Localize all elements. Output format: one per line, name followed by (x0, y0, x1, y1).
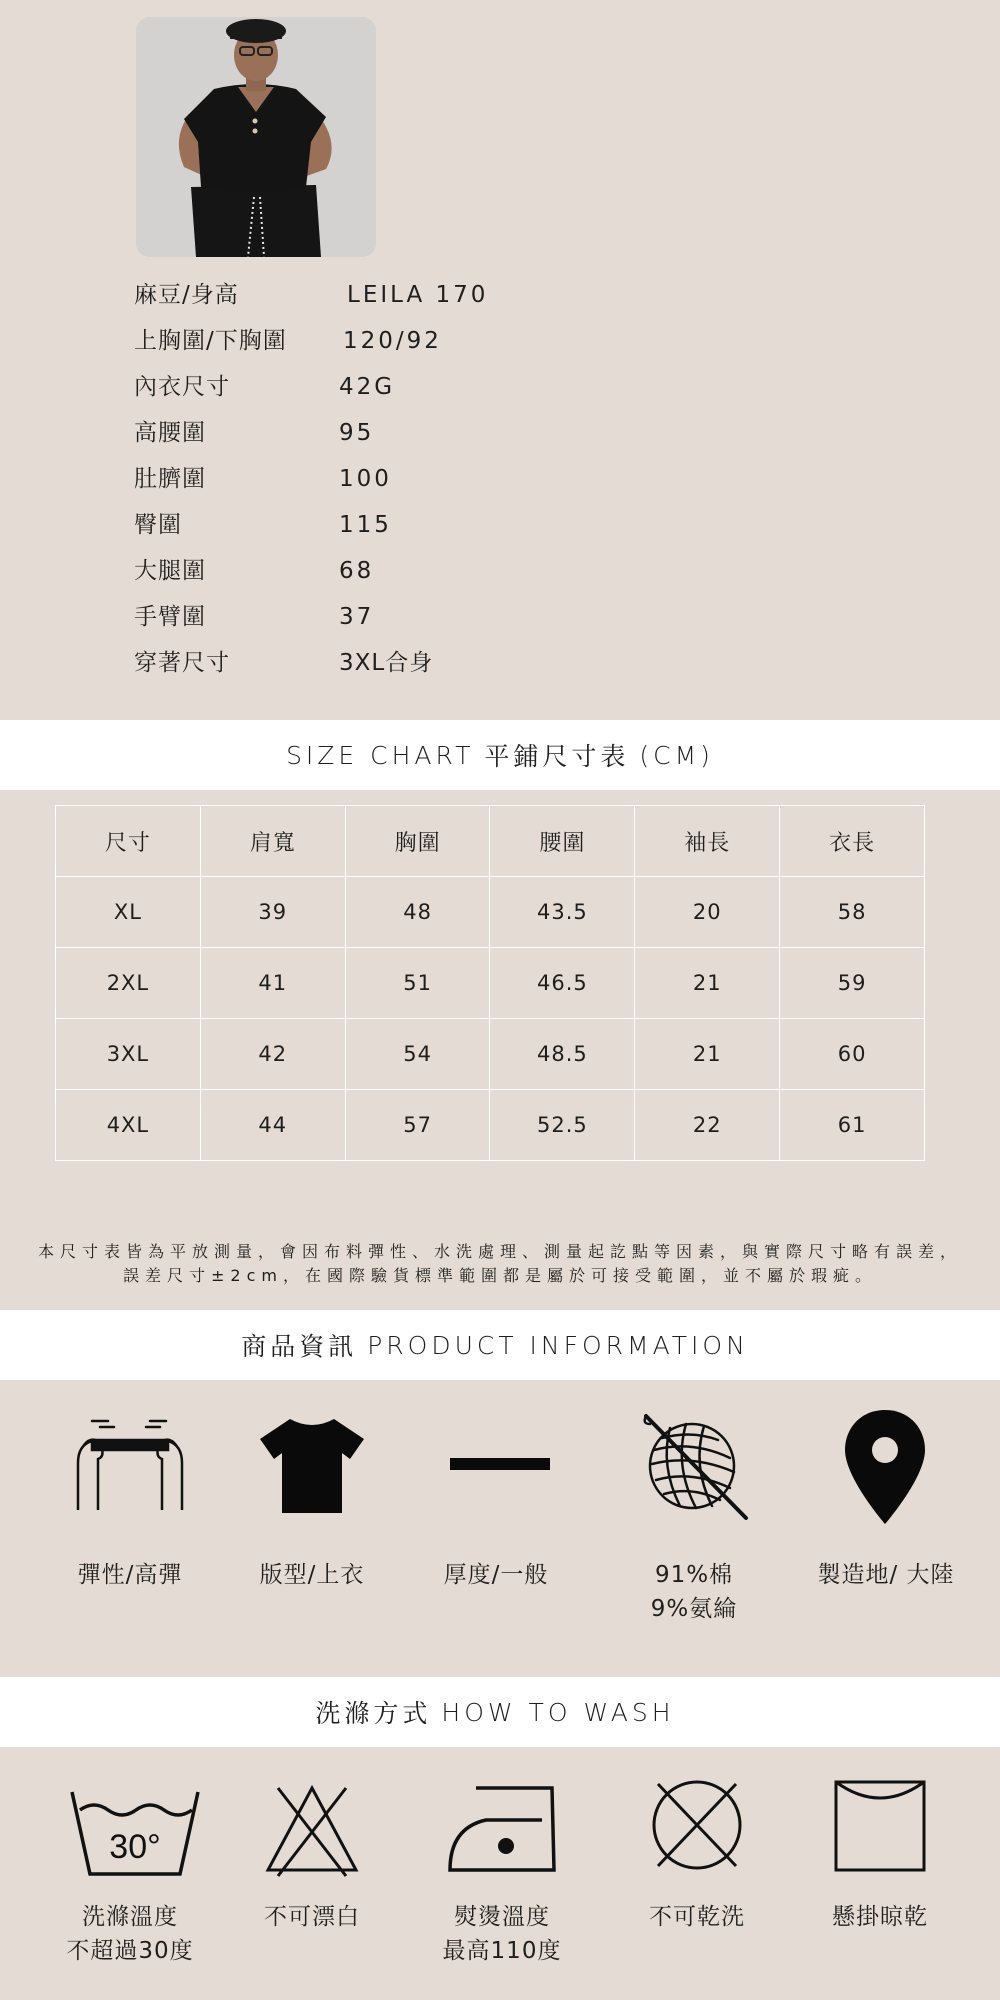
thickness-label: 厚度/一般 (443, 1562, 549, 1588)
table-cell: 39 (200, 877, 345, 948)
model-photo (136, 17, 376, 257)
model-row-value: 42G (339, 374, 396, 400)
yarn-ball-icon (640, 1410, 750, 1529)
table-cell: 43.5 (490, 877, 635, 948)
table-cell: 4XL (56, 1090, 201, 1161)
table-cell: 48.5 (490, 1019, 635, 1090)
model-row (134, 551, 375, 591)
model-row-label: 穿著尺寸 (134, 650, 230, 676)
table-cell: 20 (635, 877, 780, 948)
material-label-1: 91%棉 (654, 1562, 734, 1588)
table-cell: 3XL (56, 1019, 201, 1090)
table-cell: 54 (345, 1019, 490, 1090)
model-row (134, 413, 375, 453)
table-cell: 58 (780, 877, 925, 948)
tshirt-icon (258, 1415, 366, 1519)
no-bleach-label: 不可漂白 (264, 1904, 360, 1930)
product-info-header (0, 1310, 1000, 1380)
hang-dry-icon (834, 1780, 926, 1876)
model-row-label: 臀圍 (134, 512, 182, 538)
size-chart-unit: (CM) (639, 740, 714, 770)
product-info-title-zh: 商品資訊 (241, 1332, 358, 1361)
thickness-line-icon (450, 1455, 550, 1474)
model-row-label: 高腰圍 (134, 420, 206, 446)
model-row-value: 115 (339, 512, 392, 538)
no-dry-clean-label: 不可乾洗 (649, 1904, 745, 1930)
model-row (134, 367, 396, 407)
table-cell: 48 (345, 877, 490, 948)
table-cell: 60 (780, 1019, 925, 1090)
model-row-value: 3XL合身 (339, 650, 434, 676)
table-cell: 61 (780, 1090, 925, 1161)
model-row (134, 643, 434, 683)
wash-title-zh: 洗滌方式 (315, 1699, 432, 1728)
table-cell: 41 (200, 948, 345, 1019)
table-cell: 57 (345, 1090, 490, 1161)
wash-temp-text: 30° (109, 1828, 161, 1866)
size-table-header-cell: 肩寬 (200, 806, 345, 877)
table-cell: 59 (780, 948, 925, 1019)
size-chart-title-en: SIZE CHART (286, 740, 475, 770)
iron-icon (446, 1784, 558, 1878)
model-row (134, 597, 375, 637)
wash-header (0, 1677, 1000, 1747)
wash-title-en: HOW TO WASH (441, 1697, 675, 1727)
model-row-label: 手臂圍 (134, 604, 206, 630)
origin-label: 製造地/ 大陸 (817, 1562, 955, 1588)
table-cell: 42 (200, 1019, 345, 1090)
model-row-value: LEILA 170 (347, 282, 489, 308)
size-table-header-cell: 胸圍 (345, 806, 490, 877)
model-row-label: 麻豆/身高 (134, 282, 239, 308)
model-row-value: 100 (339, 466, 392, 492)
size-chart-header (0, 720, 1000, 790)
material-label-2: 9%氨綸 (650, 1596, 738, 1622)
table-row (56, 948, 925, 1019)
model-row-value: 120/92 (343, 328, 442, 354)
table-cell: 44 (200, 1090, 345, 1161)
wash-30-icon (70, 1788, 200, 1882)
table-cell: 51 (345, 948, 490, 1019)
size-table-header-cell: 尺寸 (56, 806, 201, 877)
wash-temp-label-2: 不超過30度 (66, 1938, 194, 1964)
no-bleach-icon (264, 1782, 360, 1882)
model-row (134, 505, 392, 545)
product-info-title-en: PRODUCT INFORMATION (367, 1330, 749, 1360)
model-row-value: 95 (339, 420, 375, 446)
table-cell: XL (56, 877, 201, 948)
table-cell: 2XL (56, 948, 201, 1019)
size-table (55, 805, 925, 1161)
model-row (134, 275, 489, 315)
hang-dry-label: 懸掛晾乾 (832, 1904, 928, 1930)
table-row (56, 1090, 925, 1161)
iron-label-1: 熨燙溫度 (454, 1904, 550, 1930)
table-cell: 52.5 (490, 1090, 635, 1161)
model-row-value: 68 (339, 558, 375, 584)
size-note-line1: 本尺寸表皆為平放測量，會因布料彈性、水洗處理、測量起訖點等因素，與實際尺寸略有誤差， (37, 1242, 962, 1261)
size-table-header-row (56, 806, 925, 877)
size-note-line2: 誤差尺寸±2cm，在國際驗貨標準範圍都是屬於可接受範圍，並不屬於瑕疵。 (123, 1266, 877, 1285)
table-cell: 21 (635, 948, 780, 1019)
table-cell: 21 (635, 1019, 780, 1090)
stretch-label: 彈性/高彈 (77, 1562, 183, 1588)
fit-label: 版型/上衣 (259, 1562, 365, 1588)
table-cell: 22 (635, 1090, 780, 1161)
model-row (134, 321, 442, 361)
location-pin-icon (843, 1408, 927, 1530)
model-row-label: 大腿圍 (134, 558, 206, 584)
model-row-label: 肚臍圍 (134, 466, 206, 492)
model-row-label: 內衣尺寸 (134, 374, 230, 400)
table-row (56, 1019, 925, 1090)
size-table-header-cell: 袖長 (635, 806, 780, 877)
size-table-header-cell: 衣長 (780, 806, 925, 877)
wash-temp-label-1: 洗滌溫度 (82, 1904, 178, 1930)
size-chart-title-zh: 平鋪尺寸表 (484, 742, 630, 771)
iron-label-2: 最高110度 (442, 1938, 562, 1964)
model-row (134, 459, 392, 499)
table-row (56, 877, 925, 948)
no-dry-clean-icon (652, 1778, 742, 1876)
table-cell: 46.5 (490, 948, 635, 1019)
model-row-label: 上胸圍/下胸圍 (134, 328, 287, 354)
model-row-value: 37 (339, 604, 375, 630)
size-table-header-cell: 腰圍 (490, 806, 635, 877)
stretch-icon (70, 1415, 190, 1514)
